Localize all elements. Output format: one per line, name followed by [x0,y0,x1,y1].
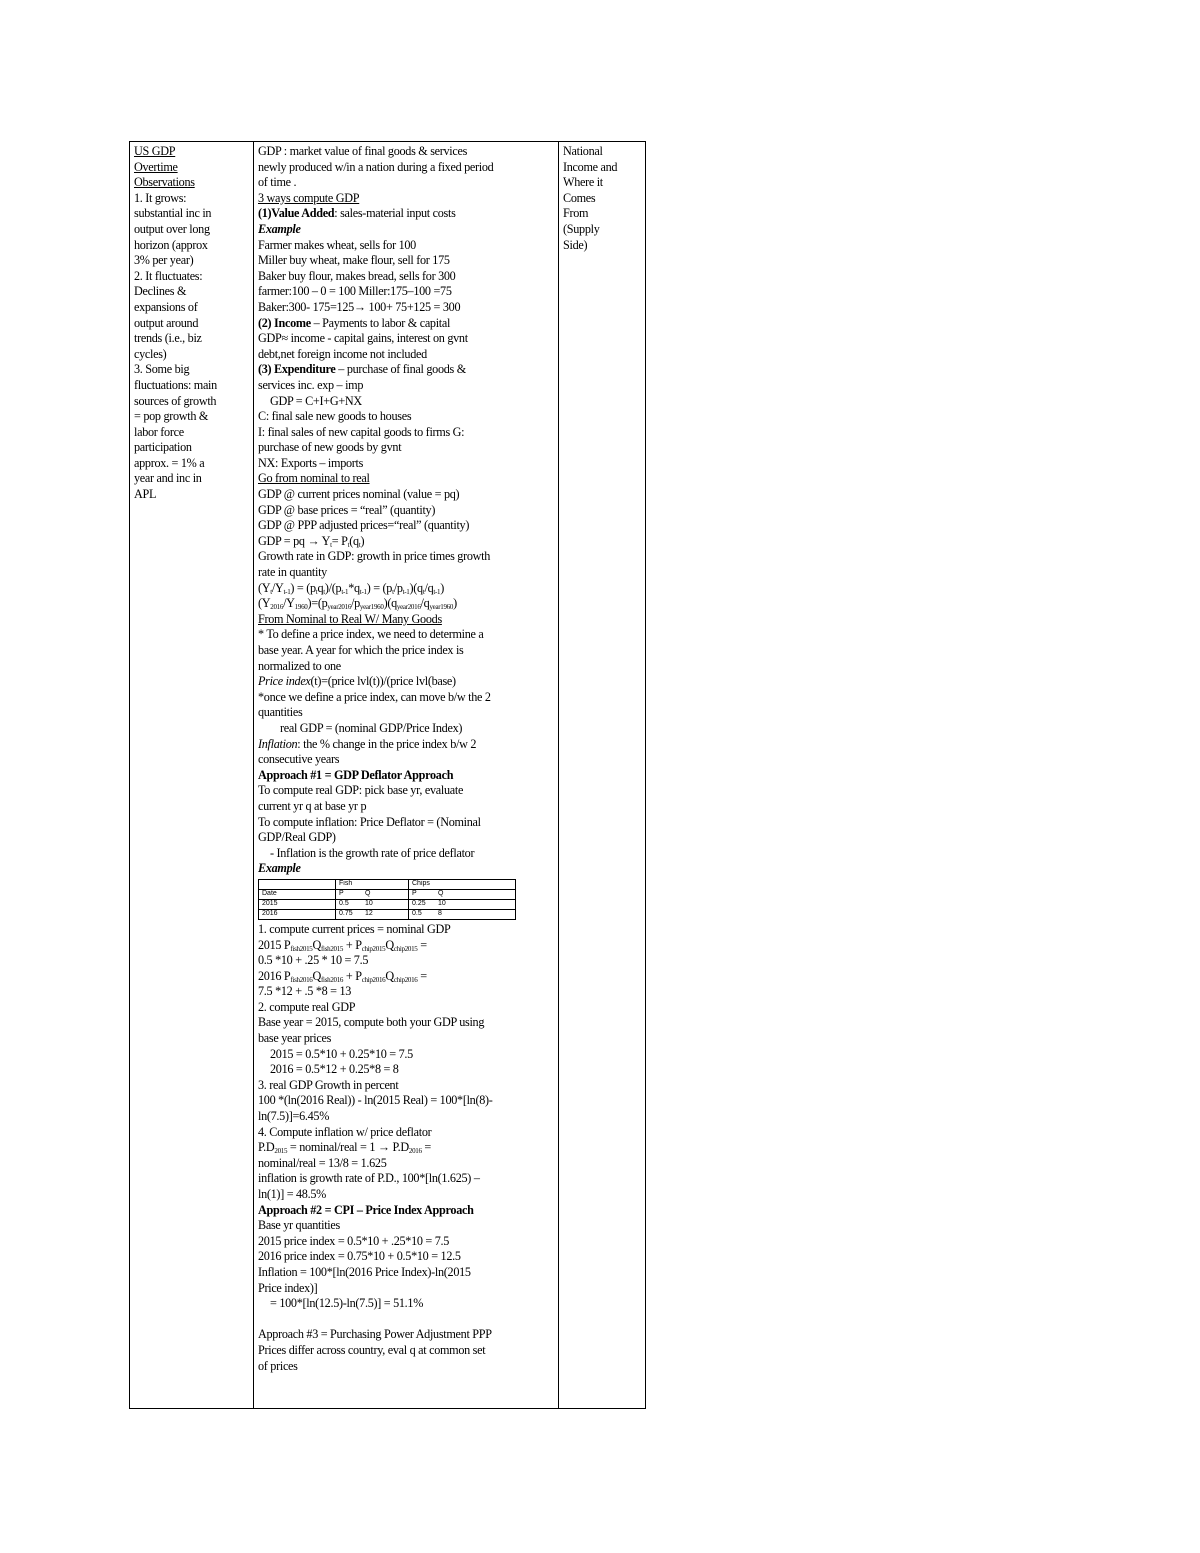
right-line: National [563,144,603,158]
eq-part: Q [385,968,394,983]
subscript: year1960 [359,603,384,612]
gdp-definition: GDP : market value of final goods & services [258,144,468,158]
eq-part: P.D [389,1140,409,1155]
right-column [559,142,646,1409]
subscript: year2016 [396,603,421,612]
approach-2-line: 2016 price index = 0.75*10 + 0.5*10 = 12.5 [258,1249,461,1264]
approach-1-inflation: - Inflation is the growth rate of price deflator [270,845,475,860]
mini-cell: 10 [435,899,516,909]
eq-part: ) = (p [366,580,393,595]
left-line: Declines & [134,284,187,299]
mini-cell: 8 [435,909,516,919]
step-4-line [258,1140,554,1156]
many-line: base year. A year for which the price index is [258,643,464,657]
subscript: t [347,540,350,549]
step-2-2016: 2016 = 0.5*12 + 0.25*8 = 8 [270,1062,399,1077]
approach-1-heading: Approach #1 = GDP Deflator Approach [258,767,454,782]
step-4-line: ln(1)] = 48.5% [258,1187,326,1201]
left-line: 2. It fluctuates: [134,268,203,283]
approach-1-line: GDP/Real GDP) [258,830,336,845]
subscript: chip2015 [361,944,386,953]
left-line: year and inc in [134,471,202,486]
eq-part: = [421,1140,432,1155]
ratio-equation [258,581,554,597]
approach-2-line: 2015 price index = 0.5*10 + .25*10 = 7.5 [258,1233,450,1248]
mini-cell: 12 [362,909,409,919]
subscript: 2015 [274,1147,288,1156]
eq-part: )=(p [307,596,328,611]
value-added-text: : sales-material input costs [334,206,456,221]
step-2-line: base year prices [258,1031,332,1046]
section-heading-ways: 3 ways compute GDP [258,190,360,205]
left-line: 3% per year) [134,253,194,268]
subscript: fish2016 [290,975,313,984]
inflation-label: Inflation [258,736,298,751]
example-label: Example [258,221,301,236]
step-1-2016 [258,969,554,985]
step-1-2015-calc: 0.5 *10 + .25 * 10 = 7.5 [258,953,369,968]
eq-part: ) [360,533,365,548]
subscript: year2016 [327,603,352,612]
subscript: chip2015 [393,944,418,953]
section-heading-many-goods: From Nominal to Real W/ Many Goods [258,611,442,626]
eq-part: q [317,580,324,595]
mini-cell: 2016 [259,909,336,919]
eq-part: /q [424,580,434,595]
component-line: C: final sale new goods to houses [258,409,412,424]
subscript: year1960 [429,603,454,612]
price-index-text: (t)=(price lvl(t))/(price lvl(base) [310,674,456,689]
gdp-pq-equation [258,534,554,550]
subscript: t-1 [402,587,410,596]
component-line: purchase of new goods by gvnt [258,440,402,455]
left-line: labor force [134,424,184,439]
notes-table [129,141,646,1409]
eq-part: )(q [409,580,423,595]
left-line: APL [134,487,157,502]
subscript: t [392,587,394,596]
middle-column [254,142,559,1409]
subscript: t [323,587,325,596]
value-added-line [258,206,554,222]
notes-row [130,142,646,1409]
mini-subheader-row [259,889,516,899]
price-index-line [258,674,554,690]
step-2-line: Base year = 2015, compute both your GDP using [258,1015,485,1030]
left-line: fluctuations: main [134,377,217,392]
subscript: t [330,540,332,549]
subscript: 2016 [408,1147,422,1156]
many-line: normalized to one [258,658,341,673]
eq-part: (Y [258,580,271,595]
right-line: (Supply [563,221,600,236]
left-line: participation [134,440,192,455]
subscript: chip2016 [393,975,418,984]
eq-part: )/(p [324,580,342,595]
step-4-line: nominal/real = 13/8 = 1.625 [258,1155,387,1170]
expenditure-text: – purchase of final goods & [335,362,466,377]
left-heading-2: Overtime [134,159,178,174]
eq-part: = [417,968,427,983]
mini-header-p: P [409,889,436,899]
eq-part: /q [420,596,430,611]
eq-part: 2015 P [258,937,291,952]
left-line: expansions of [134,299,198,314]
income-detail: GDP≈ income - capital gains, interest on gvnt [258,331,468,346]
step-4: 4. Compute inflation w/ price deflator [258,1124,432,1139]
left-line: trends (i.e., biz [134,331,202,346]
subscript: t-1 [283,587,291,596]
approach-1-line: To compute inflation: Price Deflator = (Nominal [258,814,481,829]
approach-2-line: Inflation = 100*[ln(2016 Price Index)-ln(2015 [258,1264,471,1279]
step-1-2015 [258,938,554,954]
arrow-icon: → [307,533,320,548]
eq-part: *q [348,580,360,595]
approach-3-heading: Approach #3 = Purchasing Power Adjustment PPP [258,1327,492,1342]
table-row [259,899,516,909]
eq-part: Q [312,968,322,983]
mini-cell-empty [259,879,336,889]
inflation-line [258,737,554,753]
subscript: fish2015 [321,944,344,953]
eq-part: ) = (p [290,580,316,595]
table-row [259,909,516,919]
left-line: horizon (approx [134,237,208,252]
left-line: 3. Some big [134,362,190,377]
gdp-definition: of time . [258,175,297,190]
eq-part: (Y [258,596,271,611]
eq-part: + P [343,968,362,983]
baker-line [258,300,554,316]
subscript: t [315,587,318,596]
va-line: Baker buy flour, makes bread, sells for 300 [258,268,456,283]
expenditure-line [258,362,554,378]
growth-line: Growth rate in GDP: growth in price times growth [258,549,491,564]
eq-part: + P [343,937,362,952]
expenditure-detail: services inc. exp – imp [258,377,364,392]
eq-part: /Y [271,580,284,595]
left-line: sources of growth [134,393,217,408]
ratio-equation-years [258,596,554,612]
mini-cell: 0.25 [409,899,436,909]
baker-total: 100+ 75+125 = 300 [365,299,461,314]
price-index-label: Price index [258,674,311,689]
left-column [130,142,254,1409]
fish-chips-table [258,879,516,920]
income-label: (2) Income [258,315,311,330]
gdp-equation: GDP = C+I+G+NX [270,393,362,408]
left-line: substantial inc in [134,206,212,221]
many-line: * To define a price index, we need to determine a [258,627,484,642]
subscript: fish2015 [290,944,313,953]
step-2-2015: 2015 = 0.5*10 + 0.25*10 = 7.5 [270,1046,413,1061]
inflation-cont: consecutive years [258,752,340,767]
mini-cell-empty [362,879,409,889]
growth-line: rate in quantity [258,565,327,580]
left-heading-3: Observations [134,175,195,190]
nominal-line: GDP @ base prices = “real” (quantity) [258,502,436,517]
subscript: t [358,540,361,549]
mini-cell: 0.5 [336,899,363,909]
eq-part: /Y [283,596,295,611]
step-3-line: 100 *(ln(2016 Real)) - ln(2015 Real) = 100*[ln(8)- [258,1093,493,1108]
mini-header-chips: Chips [409,879,436,889]
mini-header-date: Date [259,889,336,899]
left-line: approx. = 1% a [134,455,205,470]
step-3-line: ln(7.5)]=6.45% [258,1109,330,1124]
left-line: cycles) [134,346,167,361]
right-line: Where it [563,175,603,190]
right-line: From [563,206,589,221]
arrow-icon: → [377,1140,390,1155]
eq-part: = nominal/real = 1 [287,1140,378,1155]
mini-header-fish: Fish [336,879,363,889]
component-line: I: final sales of new capital goods to firms G: [258,424,465,439]
once-line: quantities [258,705,303,720]
inflation-text: : the % change in the price index b/w 2 [297,736,477,751]
subscript: t [270,587,272,596]
step-4-line: inflation is growth rate of P.D., 100*[ln(1.625) – [258,1171,480,1186]
eq-part: ) [453,596,457,611]
nominal-line: GDP @ current prices nominal (value = pq) [258,487,460,502]
mini-header-q: Q [435,889,516,899]
approach-2-line: Price index)] [258,1280,318,1295]
gdp-definition: newly produced w/in a nation during a fixed period [258,159,494,174]
left-line: output over long [134,221,210,236]
eq-part: Y [319,533,331,548]
example-label: Example [258,861,301,876]
component-line: NX: Exports – imports [258,455,364,470]
subscript: 1960 [294,603,308,612]
mini-cell: 0.75 [336,909,363,919]
step-2: 2. compute real GDP [258,999,356,1014]
va-line: Miller buy wheat, make flour, sell for 175 [258,253,450,268]
left-line: output around [134,315,199,330]
arrow-icon: → [353,299,366,314]
right-line: Comes [563,190,596,205]
eq-part: Q [385,937,394,952]
mini-cell-empty [435,879,516,889]
right-line: Income and [563,159,618,174]
approach-3-line: Prices differ across country, eval q at common set [258,1342,486,1357]
step-3: 3. real GDP Growth in percent [258,1077,399,1092]
eq-part: GDP = pq [258,533,308,548]
eq-part: = [417,937,427,952]
subscript: t-1 [433,587,441,596]
income-text: – Payments to labor & capital [310,315,451,330]
eq-part: ) [440,580,445,595]
eq-part: 2016 P [258,968,291,983]
eq-part: Q [312,937,322,952]
right-line: Side) [563,237,588,252]
section-heading-nominal: Go from nominal to real [258,471,370,486]
mini-header-q: Q [362,889,409,899]
mini-header-p: P [336,889,363,899]
once-line: *once we define a price index, can move b/w the 2 [258,689,491,704]
value-added-label: (1)Value Added [258,206,335,221]
mini-cell: 2015 [259,899,336,909]
eq-part: (q [349,533,359,548]
eq-part: = P [331,533,348,548]
real-gdp-equation: real GDP = (nominal GDP/Price Index) [280,720,463,735]
eq-part: /p [351,596,360,611]
approach-1-line: current yr q at base yr p [258,798,367,813]
mini-header-row [259,879,516,889]
baker-text: Baker:300- 175=125 [258,299,354,314]
approach-2-line: Base yr quantities [258,1218,340,1233]
subscript: fish2016 [321,975,344,984]
left-line: 1. It grows: [134,190,187,205]
nominal-line: GDP @ PPP adjusted prices=“real” (quantity) [258,518,470,533]
approach-3-line: of prices [258,1358,298,1373]
va-line: Farmer makes wheat, sells for 100 [258,237,416,252]
approach-2-result: = 100*[ln(12.5)-ln(7.5)] = 51.1% [270,1296,424,1311]
income-line [258,316,554,332]
approach-2-heading: Approach #2 = CPI – Price Index Approach [258,1202,474,1217]
eq-part: P.D [258,1140,275,1155]
subscript: t [422,587,425,596]
left-heading-1: US GDP [134,144,176,158]
eq-part: /p [393,580,403,595]
income-detail: debt,net foreign income not included [258,346,427,361]
subscript: 2016 [270,603,284,612]
left-line: = pop growth & [134,409,209,424]
approach-1-line: To compute real GDP: pick base yr, evaluate [258,783,464,798]
mini-cell: 0.5 [409,909,436,919]
subscript: t-1 [359,587,367,596]
va-line: farmer:100 – 0 = 100 Miller:175–100 =75 [258,284,452,299]
step-1: 1. compute current prices = nominal GDP [258,921,451,936]
subscript: chip2016 [361,975,386,984]
expenditure-label: (3) Expenditure [258,362,336,377]
mini-cell: 10 [362,899,409,909]
spacer [258,1312,554,1328]
subscript: t-1 [341,587,349,596]
step-1-2016-calc: 7.5 *12 + .5 *8 = 13 [258,984,352,999]
eq-part: )(q [383,596,397,611]
